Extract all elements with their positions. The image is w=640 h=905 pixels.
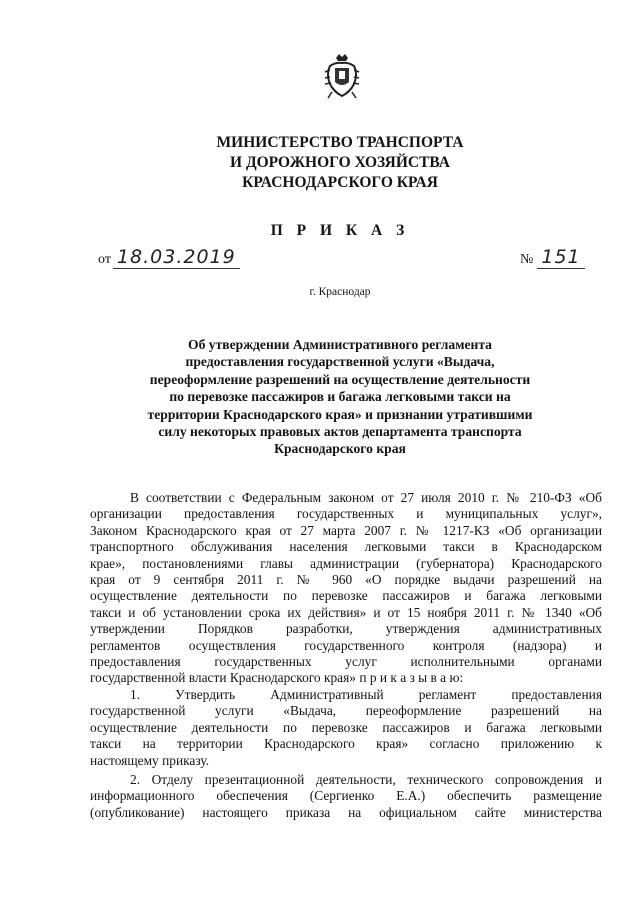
body-line: предоставления государственных услуг исполнительными органами (90, 654, 602, 670)
body-line: регламентов осуществления государственного контроля (надзора) и (90, 637, 602, 653)
body-line: 2. Отделу презентационной деятельности, технического сопровождения и (130, 771, 602, 787)
body-line: информационного обеспечения (Сергиенко Е.А.) обеспечить размещение (90, 788, 602, 804)
order-title: П Р И К А З (270, 222, 410, 239)
body-line: государственной услуги «Выдача, переоформление разрешений на (90, 703, 602, 719)
body-line: такси на территории Краснодарского края» согласно приложению к (90, 736, 602, 752)
title-line: территории Краснодарского края» и признании утратившими (147, 406, 533, 422)
order-date (98, 246, 240, 269)
title-line: Об утверждении Административного регламента (188, 337, 492, 352)
title-line: предоставления государственной услуги «Выдача, (185, 354, 495, 370)
body-line: В соответствии с Федеральным законом от 27 июля 2010 г. № 210-ФЗ «Об (130, 490, 602, 505)
body-line: утверждении Порядков разработки, утверждения административных (90, 621, 602, 637)
date-prefix: от (98, 252, 111, 267)
body-line: организации предоставления государственных и муниципальных услуг», (90, 506, 602, 522)
body-line: 1. Утвердить Административный регламент предоставления (130, 686, 602, 702)
handwritten-number: 151 (537, 246, 585, 269)
body-line: (опубликование) настоящего приказа на официальном сайте министерства (90, 804, 602, 820)
document-title (130, 336, 550, 458)
ministry-line: И ДОРОЖНОГО ХОЗЯЙСТВА (230, 154, 450, 171)
body-line: Законом Краснодарского края от 27 марта 2007 г. № 1217-КЗ «Об организации (90, 522, 602, 538)
coat-of-arms-icon (322, 52, 362, 100)
body-line: осуществление деятельности по перевозке пассажиров и багажа легковыми (90, 588, 602, 604)
title-line: переоформление разрешений на осуществление деятельности (149, 371, 531, 387)
city: г. Краснодар (309, 286, 371, 298)
body-line: настоящему приказу. (90, 752, 210, 768)
body-line: края от 9 сентября 2011 г. № 960 «О порядке выдачи разрешений на (90, 572, 602, 588)
body-line: осуществление деятельности по перевозке пассажиров и багажа легковыми (90, 719, 602, 735)
title-line: по перевозке пассажиров и багажа легковыми такси на (169, 389, 511, 405)
title-line: Краснодарского края (274, 441, 406, 457)
ministry-name (150, 133, 530, 193)
title-line: силу некоторых правовых актов департамента транспорта (158, 424, 522, 440)
handwritten-date: 18.03.2019 (113, 246, 240, 269)
body-line: крае», постановлениями главы администрации (губернатора) Краснодарского (90, 555, 602, 571)
ministry-line: КРАСНОДАРСКОГО КРАЯ (242, 174, 438, 191)
number-prefix: № (520, 252, 534, 267)
document-body (90, 490, 602, 821)
body-line: государственной власти Краснодарского края» п р и к а з ы в а ю: (90, 670, 464, 686)
order-number (520, 246, 585, 269)
body-line: такси и об установлении срока их действия» и от 15 ноября 2011 г. № 1340 «Об (90, 604, 602, 620)
ministry-line: МИНИСТЕРСТВО ТРАНСПОРТА (216, 134, 464, 151)
body-line: транспортного обслуживания населения легковыми такси в Краснодарском (90, 539, 602, 555)
